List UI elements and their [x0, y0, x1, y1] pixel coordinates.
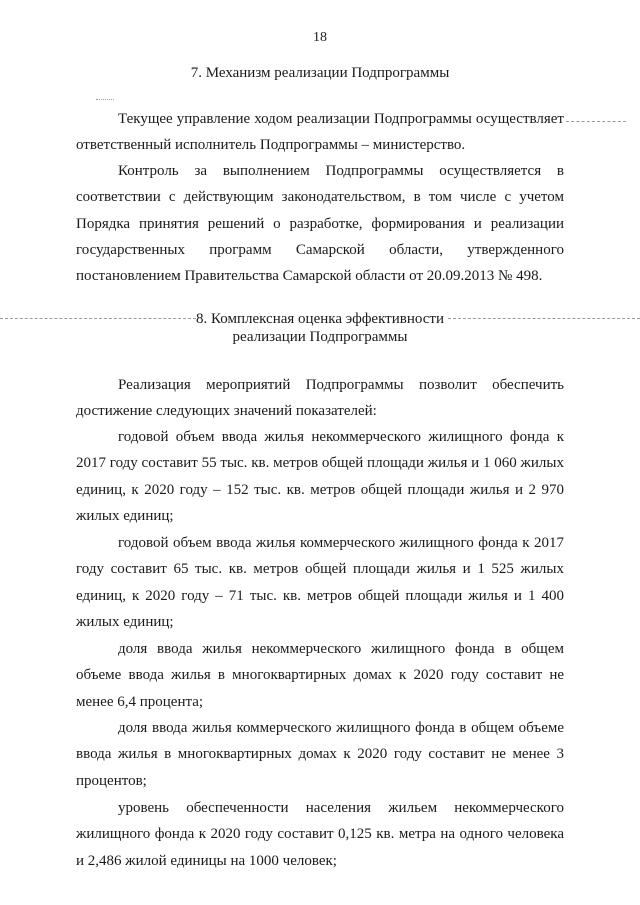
- scan-artifact-dash: [566, 121, 626, 122]
- section-8-paragraph: годовой объем ввода жилья некоммерческого жилищного фонда к 2017 году составит 55 тыс. кв. метров общей площади жилья и 1 060 жилых единиц, к 2020 году – 152 тыс. кв. метров общей площади жилья и 2 970 жилых единиц;: [76, 429, 564, 524]
- section-8-heading-line-2: реализации Подпрограммы: [232, 329, 408, 345]
- section-7-paragraph: Текущее управление ходом реализации Подпрограммы осуществляет ответственный исполнитель Подпрограммы – министерство.: [76, 111, 564, 154]
- section-7-paragraph: Контроль за выполнением Подпрограммы осуществляется в соответствии с действующим законодательством, в том числе с учетом Порядка принятия решений о разработке, формирования и реализации государственных программ Самарской области, утвержденного постановлением Правительства Самарской области от 20.09.2013 № 498.: [76, 163, 564, 285]
- section-8-paragraph: Реализация мероприятий Подпрограммы позволит обеспечить достижение следующих значений показателей:: [76, 377, 564, 420]
- page-number: 18: [313, 30, 327, 45]
- section-8-heading: [0, 310, 640, 346]
- scan-artifact-dash: [96, 99, 114, 100]
- section-8-paragraph: годовой объем ввода жилья коммерческого жилищного фонда к 2017 году составит 65 тыс. кв. метров общей площади жилья и 1 525 жилых единиц, к 2020 году – 71 тыс. кв. метров общей площади жилья и 1 400 жилых единиц;: [76, 535, 564, 630]
- section-8-paragraph: доля ввода жилья некоммерческого жилищного фонда в общем объеме ввода жилья в многоквартирных домах к 2020 году составит не менее 6,4 процента;: [76, 641, 564, 710]
- section-7-heading: 7. Механизм реализации Подпрограммы: [190, 65, 450, 81]
- section-8-heading-line-1: 8. Комплексная оценка эффективности: [196, 311, 444, 327]
- section-8-paragraph: доля ввода жилья коммерческого жилищного фонда в общем объеме ввода жилья в многоквартирных домах к 2020 году составит не менее 3 процентов;: [76, 720, 564, 789]
- section-8-paragraph: уровень обеспеченности населения жильем некоммерческого жилищного фонда к 2020 году составит 0,125 кв. метра на одного человека и 2,486 жилой единицы на 1000 человек;: [76, 800, 564, 869]
